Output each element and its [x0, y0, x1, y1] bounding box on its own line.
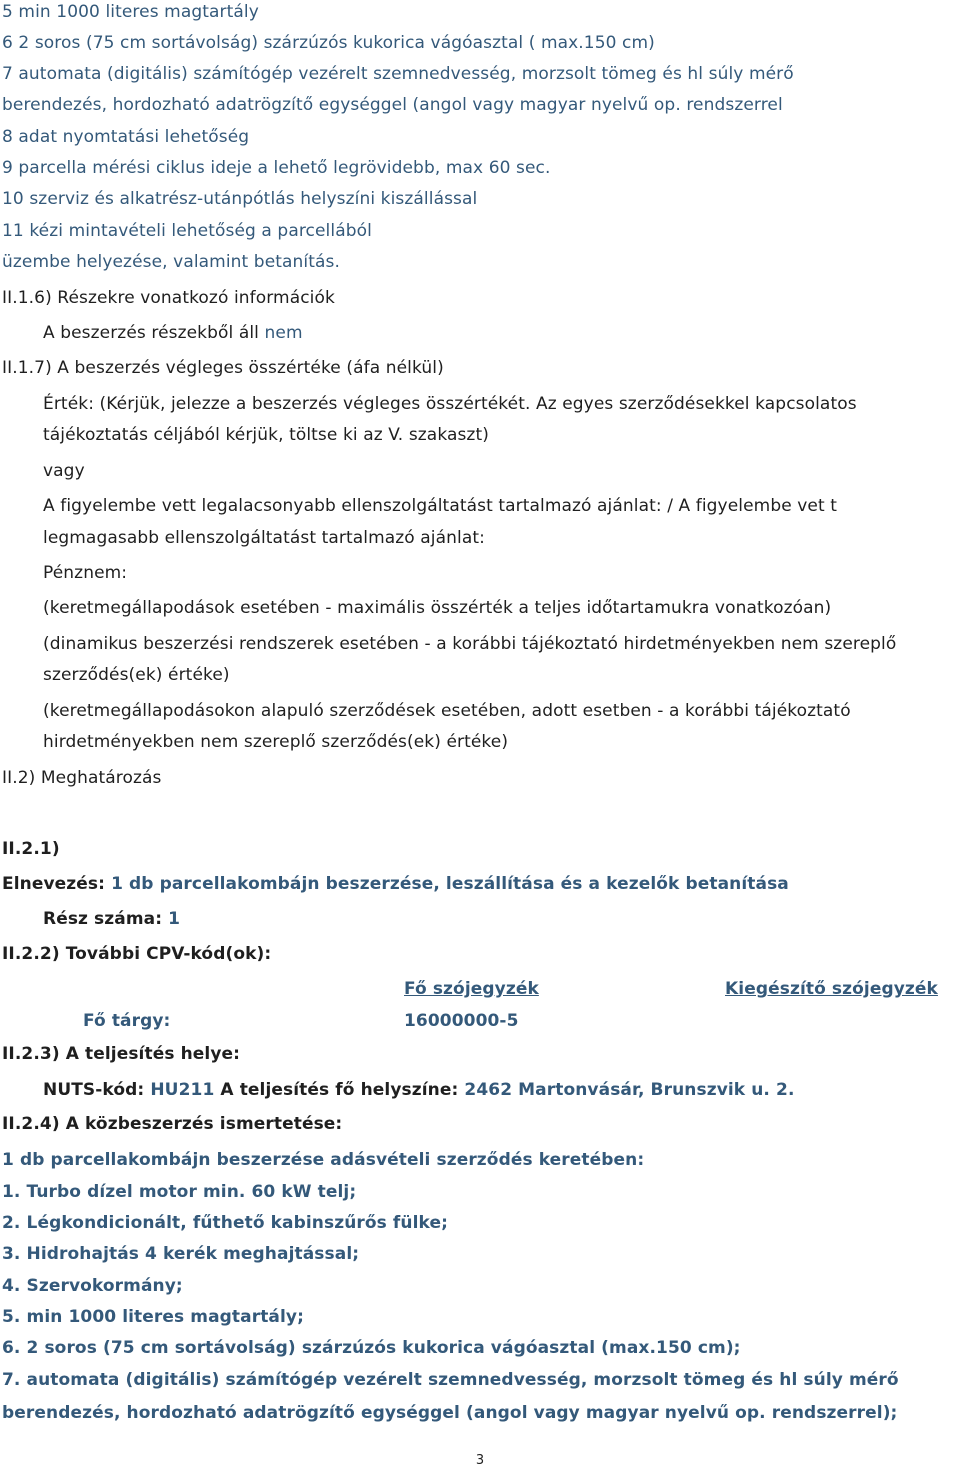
parts-info [43, 322, 303, 344]
subsection-number: II.2.1) [2, 839, 60, 859]
or-text: vagy [43, 461, 85, 481]
list-line: berendezés, hordozható adatrögzítő egységgel (angol vagy magyar nyelvű op. rendszerrel [2, 95, 783, 115]
cpv-subject-label: Fő tárgy: [83, 1011, 171, 1031]
name-label: Elnevezés: [2, 874, 106, 894]
list-line: 8 adat nyomtatási lehetőség [2, 127, 250, 147]
cpv-heading: II.2.2) További CPV-kód(ok): [2, 944, 272, 964]
cpv-supplementary-vocabulary-link[interactable]: Kiegészítő szójegyzék [725, 979, 938, 999]
description-line: 4. Szervokormány; [2, 1276, 183, 1296]
description-line: 2. Légkondicionált, fűthető kabinszűrős fülke; [2, 1213, 449, 1233]
list-line: 10 szerviz és alkatrész-utánpótlás helyszíni kiszállással [2, 189, 478, 209]
place-heading: II.2.3) A teljesítés helye: [2, 1044, 241, 1064]
list-line: üzembe helyezése, valamint betanítás. [2, 252, 340, 272]
parts-value: nem [264, 323, 303, 343]
cpv-subject-code: 16000000-5 [404, 1011, 519, 1031]
part-row [43, 908, 180, 930]
note-line: hirdetményekben nem szereplő szerződés(ek) értéke) [43, 732, 509, 752]
section-heading: II.2) Meghatározás [2, 768, 162, 788]
name-value: 1 db parcellakombájn beszerzése, leszállítása és a kezelők betanítása [111, 874, 789, 894]
section-heading: II.1.6) Részekre vonatkozó információk [2, 288, 335, 308]
description-line: 1 db parcellakombájn beszerzése adásvételi szerződés keretében: [2, 1150, 645, 1170]
note-line: (dinamikus beszerzési rendszerek esetében - a korábbi tájékoztató hirdetményekben nem szereplő [43, 634, 897, 654]
list-line: 9 parcella mérési ciklus ideje a lehető legrövidebb, max 60 sec. [2, 158, 551, 178]
value-line: tájékoztatás céljából kérjük, töltse ki az V. szakaszt) [43, 425, 489, 445]
section-heading: II.1.7) A beszerzés végleges összértéke (áfa nélkül) [2, 358, 444, 378]
offers-line: legmagasabb ellenszolgáltatást tartalmazó ajánlat: [43, 528, 485, 548]
description-line: berendezés, hordozható adatrögzítő egységgel (angol vagy magyar nyelvű op. rendszerrel); [2, 1403, 898, 1423]
main-site-label: A teljesítés fő helyszíne: [220, 1080, 459, 1100]
name-row [2, 873, 789, 895]
nuts-row [43, 1079, 795, 1101]
currency-label: Pénznem: [43, 563, 128, 583]
description-line: 1. Turbo dízel motor min. 60 kW telj; [2, 1182, 357, 1202]
page-number: 3 [475, 1453, 485, 1468]
part-value: 1 [168, 909, 181, 929]
note-line: (keretmegállapodások esetében - maximális összérték a teljes időtartamukra vonatkozóan) [43, 598, 832, 618]
cpv-main-vocabulary-link[interactable]: Fő szójegyzék [404, 979, 539, 999]
main-site-value: 2462 Martonvásár, Brunszvik u. 2. [464, 1080, 795, 1100]
parts-label: A beszerzés részekből áll [43, 323, 259, 343]
nuts-value: HU211 [150, 1080, 215, 1100]
description-line: 3. Hidrohajtás 4 kerék meghajtással; [2, 1244, 360, 1264]
value-line: Érték: (Kérjük, jelezze a beszerzés végleges összértékét. Az egyes szerződésekkel kapcsolatos [43, 394, 857, 414]
offers-line: A figyelembe vett legalacsonyabb ellenszolgáltatást tartalmazó ajánlat: / A figyelembe vet t [43, 496, 838, 516]
description-line: 5. min 1000 literes magtartály; [2, 1307, 305, 1327]
nuts-label: NUTS-kód: [43, 1080, 145, 1100]
list-line: 5 min 1000 literes magtartály [2, 2, 259, 22]
description-heading: II.2.4) A közbeszerzés ismertetése: [2, 1114, 343, 1134]
list-line: 11 kézi mintavételi lehetőség a parcellából [2, 221, 372, 241]
part-label: Rész száma: [43, 909, 163, 929]
description-line: 7. automata (digitális) számítógép vezérelt szemnedvesség, morzsolt tömeg és hl súly mérő [2, 1370, 899, 1390]
note-line: szerződés(ek) értéke) [43, 665, 230, 685]
list-line: 6 2 soros (75 cm sortávolság) szárzúzós kukorica vágóasztal ( max.150 cm) [2, 33, 655, 53]
list-line: 7 automata (digitális) számítógép vezérelt szemnedvesség, morzsolt tömeg és hl súly mérő [2, 64, 794, 84]
note-line: (keretmegállapodásokon alapuló szerződések esetében, adott esetben - a korábbi tájékoztató [43, 701, 851, 721]
description-line: 6. 2 soros (75 cm sortávolság) szárzúzós kukorica vágóasztal (max.150 cm); [2, 1338, 741, 1358]
